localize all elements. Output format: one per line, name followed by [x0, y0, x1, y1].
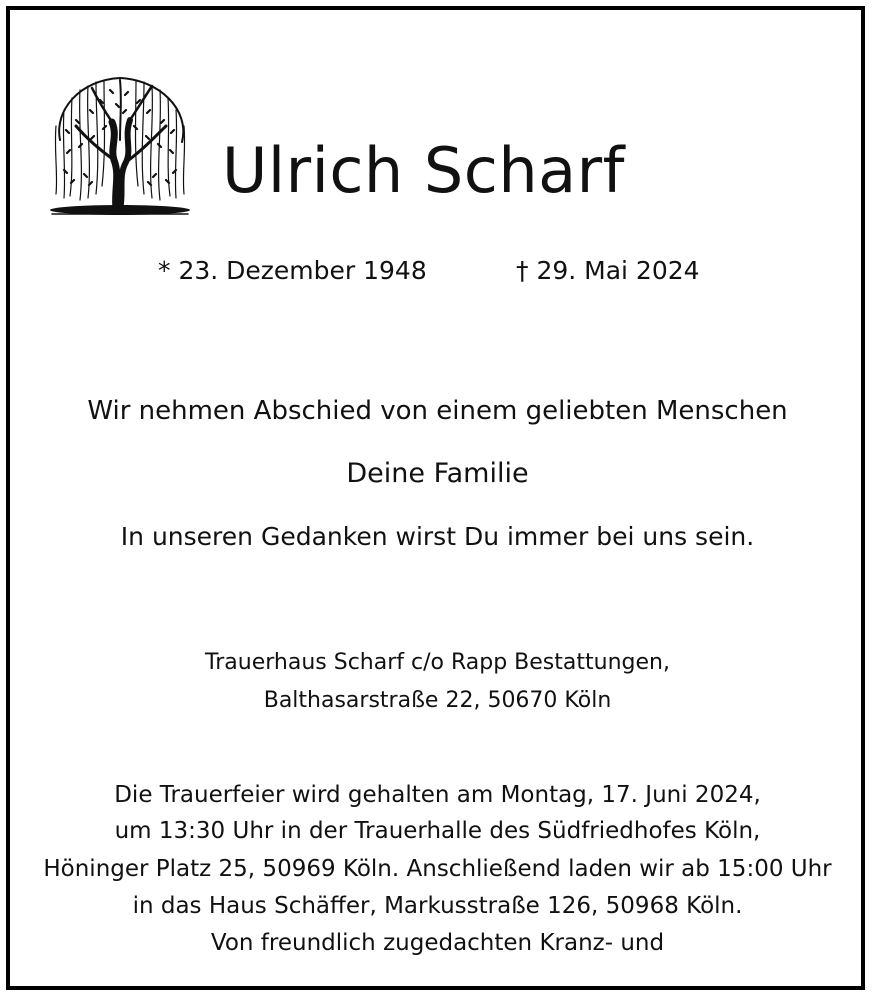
deceased-name: Ulrich Scharf — [222, 134, 625, 207]
ceremony-line: Von freundlich zugedachten Kranz- und — [210, 930, 665, 956]
ceremony-line: Höninger Platz 25, 50969 Köln. Anschließend laden wir ab 15:00 Uhr — [43, 856, 832, 882]
family-signature: Deine Familie — [346, 458, 529, 489]
death-date: † 29. Mai 2024 — [516, 256, 700, 285]
ceremony-line: Die Trauerfeier wird gehalten am Montag, 17. Juni 2024, — [114, 782, 761, 808]
thoughts-text: In unseren Gedanken wirst Du immer bei uns sein. — [120, 522, 755, 551]
address-line: Balthasarstraße 22, 50670 Köln — [263, 688, 612, 713]
farewell-text: Wir nehmen Abschied von einem geliebten Menschen — [87, 396, 788, 426]
willow-tree-icon — [40, 70, 200, 220]
ceremony-line: in das Haus Schäffer, Markusstraße 126, 50968 Köln. — [132, 893, 743, 919]
birth-date: * 23. Dezember 1948 — [158, 256, 427, 285]
address-line: Trauerhaus Scharf c/o Rapp Bestattungen, — [205, 650, 670, 675]
ceremony-line: um 13:30 Uhr in der Trauerhalle des Südfriedhofes Köln, — [114, 818, 761, 844]
